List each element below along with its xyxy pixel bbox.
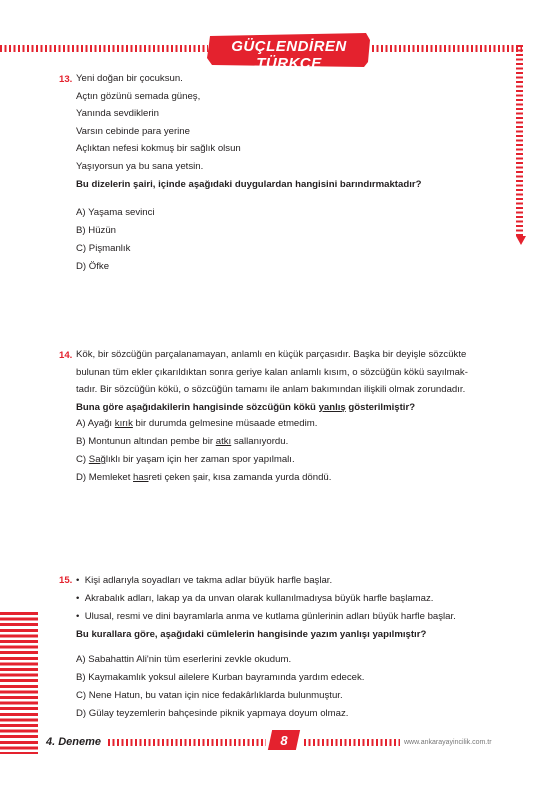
left-stripes-decoration xyxy=(0,612,38,754)
poem-line: Açtın gözünü semada güneş, xyxy=(76,90,201,102)
poem-line: Yanında sevdiklerin xyxy=(76,108,160,120)
option-underlined-word: Sağ xyxy=(88,454,106,465)
question-15-option-c[interactable]: C) Nene Hatun, bu vatan için nice fedakârlıklarda bulunmuştur. xyxy=(76,690,343,701)
question-14-option-b[interactable] xyxy=(76,436,288,447)
question-15-option-a[interactable]: A) Sabahattin Ali'nin tüm eserlerini zevkle okudum. xyxy=(76,654,292,665)
stem-underlined: yanlış xyxy=(318,401,346,413)
rule-bullet-1 xyxy=(76,575,332,586)
rule-text: Ulusal, resmi ve dini bayramlarla anma ve kutlama günlerinin adları büyük harfle başlar. xyxy=(84,611,456,622)
passage-line: tadır. Bir sözcüğün kökü, o sözcüğün tamamı ile anlam bakımından ilişkili olmak zorundadır. xyxy=(76,384,466,396)
question-13-stem: Bu dizelerin şairi, içinde aşağıdaki duygulardan hangisini barındırmaktadır? xyxy=(76,178,422,190)
footer-dashed-line-right xyxy=(304,739,400,746)
question-15-number: 15. xyxy=(59,575,73,586)
header-dashed-line-left xyxy=(0,45,208,52)
question-13-number: 13. xyxy=(59,74,73,85)
option-text-end: bir durumda gelmesine müsaade etmedim. xyxy=(132,418,318,429)
option-text-end: reti çeken şair, kısa zamanda yurda döndü. xyxy=(148,472,332,483)
stem-text-end: gösterilmiştir? xyxy=(345,401,416,413)
poem-line: Açlıktan nefesi kokmuş bir sağlık olsun xyxy=(76,143,241,155)
question-13-option-b[interactable]: B) Hüzün xyxy=(76,225,116,236)
question-14-stem xyxy=(76,399,468,417)
footer-dashed-line-left xyxy=(108,739,266,746)
option-underlined-word: kırık xyxy=(114,418,133,429)
question-13-option-a[interactable]: A) Yaşama sevinci xyxy=(76,207,155,218)
question-14-passage xyxy=(76,346,468,416)
page-header-title: GÜÇLENDİREN TÜRKÇE xyxy=(231,38,347,72)
option-text: D) Memleket xyxy=(76,472,134,483)
question-14-option-a[interactable] xyxy=(76,418,317,429)
question-14-option-c[interactable] xyxy=(76,454,295,465)
footer-test-name: 4. Deneme xyxy=(46,736,102,748)
rule-bullet-2 xyxy=(76,593,433,604)
option-underlined-word: atkı xyxy=(215,436,232,447)
poem-line: Yeni doğan bir çocuksun. xyxy=(76,73,183,84)
option-text-end: lıklı bir yaşam için her zaman spor yapılmalı. xyxy=(105,454,295,465)
bullet-icon: • xyxy=(76,611,85,622)
option-text: B) Montunun altından pembe bir xyxy=(76,436,216,447)
bullet-icon: • xyxy=(76,593,85,604)
question-13-poem xyxy=(76,70,421,193)
rule-bullet-3 xyxy=(76,611,456,622)
question-13-option-d[interactable]: D) Öfke xyxy=(76,261,110,272)
rule-text: Akrabalık adları, lakap ya da unvan olarak kullanılmadıysa büyük harfle başlamaz. xyxy=(84,593,434,604)
option-underlined-word: has xyxy=(133,472,149,483)
header-dashed-line-right xyxy=(372,45,522,52)
question-15-option-d[interactable]: D) Gülay teyzemlerin bahçesinde piknik yapmaya doyum olmaz. xyxy=(76,708,349,719)
option-text: C) xyxy=(76,454,89,465)
question-14-number: 14. xyxy=(59,350,73,361)
bullet-icon: • xyxy=(76,575,85,586)
poem-line: Varsın cebinde para yerine xyxy=(76,125,190,137)
question-15-option-b[interactable]: B) Kaymakamlık yoksul ailelere Kurban bayramında yardım edecek. xyxy=(76,672,365,683)
poem-line: Yaşıyorsun ya bu sana yetsin. xyxy=(76,160,204,172)
question-14-option-d[interactable] xyxy=(76,472,331,483)
option-text: A) Ayağı xyxy=(76,418,115,429)
page-number: 8 xyxy=(280,733,288,748)
question-13-option-c[interactable]: C) Pişmanlık xyxy=(76,243,131,254)
passage-line: bulunan tüm ekler çıkarıldıktan sonra geriye kalan anlamlı kısım, o sözcüğün kökü sayılmak- xyxy=(76,366,468,378)
rule-text: Kişi adlarıyla soyadları ve takma adlar büyük harfle başlar. xyxy=(84,575,333,586)
arrow-down-icon xyxy=(516,236,526,245)
option-text-end: sallanıyordu. xyxy=(231,436,289,447)
stem-text: Buna göre aşağıdakilerin hangisinde sözcüğün kökü xyxy=(76,401,319,413)
passage-line: Kök, bir sözcüğün parçalanamayan, anlamlı en küçük parçasıdır. Başka bir deyişle sözcükte xyxy=(76,349,467,360)
footer-url[interactable]: www.ankarayayincilik.com.tr xyxy=(404,739,492,746)
question-15-stem: Bu kurallara göre, aşağıdaki cümlelerin hangisinde yazım yanlışı yapılmıştır? xyxy=(76,629,427,640)
right-dashed-line xyxy=(516,45,523,237)
